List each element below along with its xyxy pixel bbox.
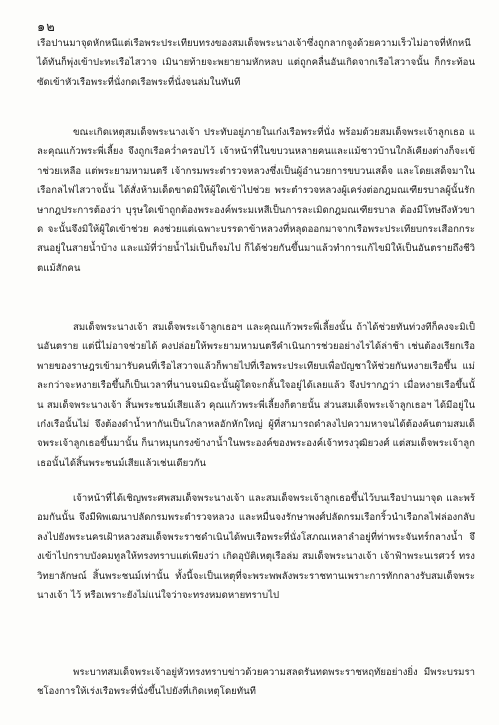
paragraph-1: เรือปานมาจุดหักหนีแต่เรือพระประเทียบทรงของสมเด็จพระนางเจ้าซึ่งถูกลากจูงด้วยความเร็วไม่อาจที่หักหนีได้ทันก็พุ่งเข้าปะทะเรือไสวาจ เมินายท้ายจะพยายามหักหลบ แต่ถูกคลื่นอันเกิดจากเรือไสวาจนั้น ก็กระท้อนซัดเข้าหัวเรือพระที่นั่งกดเรือพระที่นั่งจนล่มในทันที [37, 38, 475, 88]
paragraph-5: พระบาทสมเด็จพระเจ้าอยู่หัวทรงทราบข่าวด้วยความสลดรันทดพระราชหฤทัยอย่างยิ่ง มีพระบรมราชโองการให้เร่งเรือพระที่นั่งขึ้นไปยังที่เกิดเหตุโดยทันที [37, 667, 475, 698]
paragraph-4: เจ้าหน้าที่ได้เชิญพระศพสมเด็จพระนางเจ้า และสมเด็จพระเจ้าลูกเธอขึ้นไว้บนเรือปานมาจุด และพร้อมกันนั้น จึงมีพิพเฒนาปลัดกรมพระตำรวจหลวง และหมื่นจงรักษาพงศ์ปลัดกรมเรือกริ้วนำเรือกลไฟล่องกลับลงไปยังพระนครเฝ้าหลวงสมเด็จพระราชดำเนินได้พบเรือพระที่นั่งโสภณเหลาลำอยู่ที่ท่าพระจันทร์กลางน้ำ จึงเข้าไปกราบบังคมทูลให้ทรงทราบแต่เพียงว่า เกิดอุบัติเหตุเรือล่ม สมเด็จพระนางเจ้า เจ้าฟ้าพระนเรศวร์ ทรงวิทยาลักษณ์ สิ้นพระชนม์เท่านั้น ทั้งนี้จะเป็นเหตุที่จะพระพพลังพระราชทานเพราะการทักกลางรับสมเด็จพระนางเจ้า ไว้ หรือเพราะยังไม่แน่ใจว่าจะทรงหมดหายทราบไป [37, 493, 475, 602]
paragraph-3: สมเด็จพระนางเจ้า สมเด็จพระเจ้าลูกเธอฯ และคุณแก้วพระพี่เลี้ยงนั้น ถ้าได้ช่วยทันท่วงทีก็คงจะมิเป็นอันตราย แต่นี่ไม่อาจช่วยได้ คงปล่อยให้พระยามหามนตรีคำเนินการช่วยอย่างไรได้ล่าช้า เช่นต้องเรียกเรือพายของราษฎรเข้ามารับคนที่เรือไสวาจแล้วก็พายไปที่เรือพระประเทียบเพื่อบัญชาให้ช่วยกันหงายเรือขึ้น แม่ละกว่าจะหงายเรือขึ้นก็เป็นเวลาที่นานจนมิฉะนั้นผู้ใดจะกลั้นใจอยู่ได้เลยแล้ว จึงปรากฏว่า เมื่อหงายเรือขึ้นนั้น สมเด็จพระนางเจ้า สิ้นพระชนม์เสียแล้ว คุณแก้วพระพี่เลี้ยงก็ตายนั้น ส่วนสมเด็จพระเจ้าลูกเธอฯ ได้มีอยู่ในเก๋งเรือนั้นไม่ จึงต้องดำน้ำหากันเป็นโกลาหลอักหักใหญ่ ผู้ที่สามารถดำลงไปความหาจนได้ต้องค้นตามสมเด็จพระเจ้าลูกเธอขึ้นมานั้น ก็นาหมุนกรงข้างาน้ำในพระองค์ของพระองค์เจ้าทรงวุฒิยวงศ์ แต่สมเด็จพระเจ้าลูกเธอนั้นได้สิ้นพระชนม์เสียแล้วเช่นเดียวกัน [37, 322, 475, 469]
paragraph-2: ขณะเกิดเหตุสมเด็จพระนางเจ้า ประทับอยู่ภายในเก๋งเรือพระที่นั่ง พร้อมด้วยสมเด็จพระเจ้าลูกเธอ และคุณแก้วพระพี่เลี้ยง จึงถูกเรือคว่ำครอบไว้ เจ้าหน้าที่ในขบวนหลายคนและแม้ชาวบ้านใกล้เคียงต่างก็จะเข้าช่วยเหลือ แต่พระยามหามนตรี เจ้ากรมพระตำรวจหลวงซึ่งเป็นผู้อำนวยการขบวนเสด็จ และโดยเสด็จมาในเรือกลไฟไสวาจนั้น ได้สั่งห้ามเด็ดขาดมิให้ผู้ใดเข้าไปช่วย พระตำรวจหลวงผู้เคร่งต่อกฎมณเฑียรบาลผู้นั้นรักษากฎประการต้องว่า บุรุษใดเข้าถูกต้องพระองค์พระมเหสีเป็นการละเมิดกฎมณเฑียรบาล ต้องมีโทษถึงหัวขาด จะนั้นจึงมิให้ผู้ใดเข้าช่วย คงช่วยแต่เฉพาะบรรดาข้าหลวงที่หลุดออกมาจากเรือพระประเทียบกระเสือกกระสนอยู่ในสายน้ำบ้าง และแม้ที่ว่ายน้ำไม่เป็นก็จมไป ก็ได้ช่วยกันขึ้นมาแล้วทำการแก้ไขมิให้เป็นอันตรายถึงชีวิตแม้สักคน [37, 127, 475, 274]
page-number: ๑๒ [37, 20, 56, 35]
